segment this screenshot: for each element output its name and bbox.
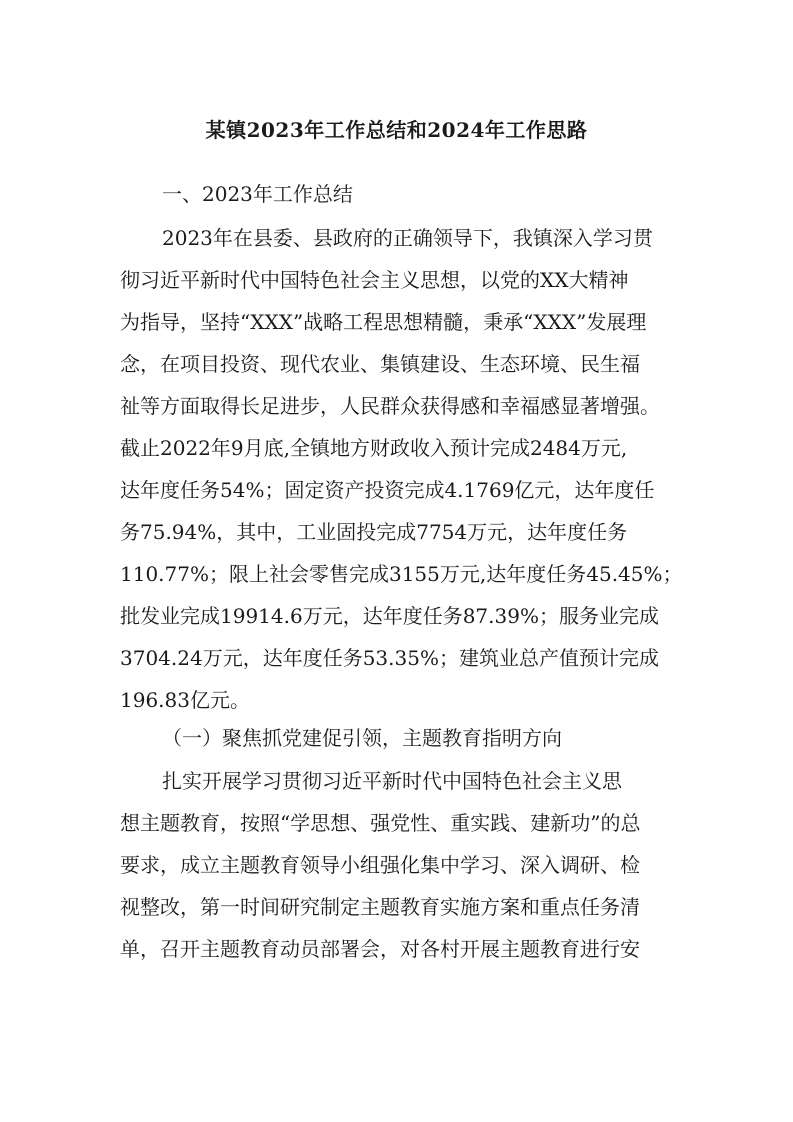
paragraph-1-line: 祉等方面取得长足进步，人民群众获得感和幸福感显著增强。 [120,394,660,418]
paragraph-2-line: 要求，成立主题教育领导小组强化集中学习、深入调研、检 [120,853,640,877]
paragraph-2-line: 单，召开主题教育动员部署会，对各村开展主题教育进行安 [120,937,640,961]
subheading: （一）聚焦抓党建促引领，主题教育指明方向 [162,726,562,750]
paragraph-1-line: 批发业完成19914.6万元，达年度任务87.39%；服务业完成 [120,604,659,628]
document-title: 某镇2023年工作总结和2024年工作思路 [205,118,588,142]
paragraph-2-line: 视整改，第一时间研究制定主题教育实施方案和重点任务清 [120,895,640,919]
paragraph-1-line: 2023年在县委、县政府的正确领导下，我镇深入学习贯 [162,226,653,250]
paragraph-1-line: 截止2022年9月底,全镇地方财政收入预计完成2484万元, [120,436,628,460]
paragraph-1-line: 为指导，坚持“XXX”战略工程思想精髓，秉承“XXX”发展理 [120,310,647,334]
paragraph-1-line: 彻习近平新时代中国特色社会主义思想，以党的XX大精神 [120,268,629,292]
paragraph-1-line: 196.83亿元。 [120,688,250,712]
section-heading: 一、2023年工作总结 [162,182,353,206]
paragraph-2-line: 扎实开展学习贯彻习近平新时代中国特色社会主义思 [162,769,622,793]
paragraph-1-line: 达年度任务54%；固定资产投资完成4.1769亿元，达年度任 [120,478,655,502]
paragraph-2-line: 想主题教育，按照“学思想、强党性、重实践、建新功”的总 [120,811,641,835]
paragraph-1-line: 务75.94%，其中，工业固投完成7754万元，达年度任务 [120,520,628,544]
paragraph-1-line: 3704.24万元，达年度任务53.35%；建筑业总产值预计完成 [120,646,659,670]
paragraph-1-line: 110.77%；限上社会零售完成3155万元,达年度任务45.45%； [120,562,683,586]
paragraph-1-line: 念，在项目投资、现代农业、集镇建设、生态环境、民生福 [120,352,640,376]
